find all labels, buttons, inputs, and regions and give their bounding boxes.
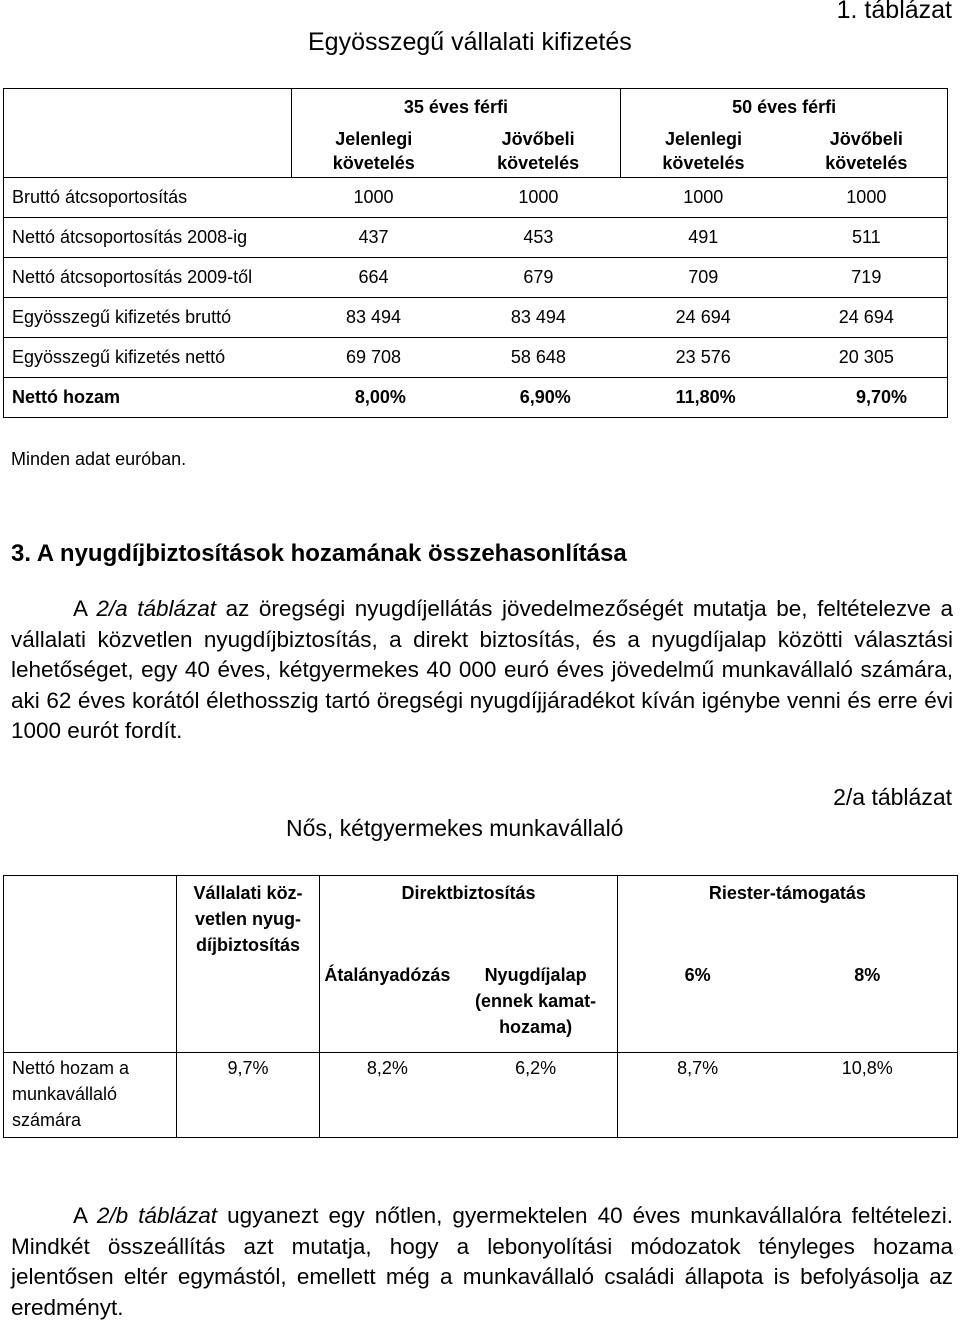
cell: 83 494: [456, 298, 621, 338]
cell: 664: [291, 258, 456, 298]
row-label: Nettó átcsoportosítás 2009-től: [4, 258, 292, 298]
table-row: [4, 258, 948, 298]
table-reference: 2/b táblázat: [96, 1203, 217, 1228]
cell: 8,2%: [320, 1053, 455, 1138]
table-row: [4, 1053, 958, 1138]
cell: 23 576: [621, 338, 786, 378]
cell: 8,00%: [291, 378, 456, 418]
cell: 10,8%: [778, 1053, 958, 1138]
cell: 709: [621, 258, 786, 298]
col-header-riester: Riester-támogatás: [617, 876, 957, 963]
cell: 69 708: [291, 338, 456, 378]
group-header-50: 50 éves férfi: [621, 89, 948, 126]
sub-header-6: 6%: [617, 962, 777, 1053]
table-row: [4, 298, 948, 338]
sub-header-atalany: Átalányadózás: [320, 962, 455, 1053]
col-header-vallalati: Vállalati köz- vetlen nyug- díjbiztosítás: [176, 876, 320, 1053]
cell: 6,90%: [456, 378, 621, 418]
table-row: [4, 178, 948, 218]
row-label: Nettó hozam: [4, 378, 292, 418]
cell: 11,80%: [621, 378, 786, 418]
table1-note: Minden adat euróban.: [11, 449, 187, 469]
row-label: Nettó átcsoportosítás 2008-ig: [4, 218, 292, 258]
table-row: [4, 378, 948, 418]
table2-corner: [4, 876, 177, 963]
sub-header: Jövőbeli követelés: [497, 129, 580, 173]
cell: 1000: [456, 178, 621, 218]
cell: 58 648: [456, 338, 621, 378]
col-header-direkt: Direktbiztosítás: [320, 876, 617, 963]
cell: 437: [291, 218, 456, 258]
cell: 719: [786, 258, 948, 298]
cell: 24 694: [621, 298, 786, 338]
cell: 679: [456, 258, 621, 298]
table1-label: 1. táblázat: [836, 0, 952, 24]
row-label: Nettó hozam a munkavállaló számára: [4, 1053, 177, 1138]
cell: 1000: [786, 178, 948, 218]
paragraph-2: A 2/b táblázat ugyanezt egy nőtlen, gyermektelen 40 éves munkavállalóra feltételezi. Mindkét összeállítás azt mutatja, hogy a lebonyolítási módozatok tényleges hozama jelentősen eltér egymástól, emellett még a munkavállaló családi állapota is befolyásolja az eredményt.: [11, 1203, 953, 1320]
cell: 20 305: [786, 338, 948, 378]
row-label: Egyösszegű kifizetés nettó: [4, 338, 292, 378]
group-header-35: 35 éves férfi: [291, 89, 621, 126]
cell: 1000: [291, 178, 456, 218]
cell: 24 694: [786, 298, 948, 338]
cell: 1000: [621, 178, 786, 218]
cell: 6,2%: [454, 1053, 617, 1138]
cell: 9,7%: [176, 1053, 320, 1138]
table1: [3, 88, 948, 418]
sub-header: Jelenlegi követelés: [621, 125, 786, 178]
sub-header-nyugdijalap: Nyugdíjalap (ennek kamat- hozama): [475, 965, 597, 1037]
table2-label: 2/a táblázat: [833, 784, 952, 810]
table1-title: Egyösszegű vállalati kifizetés: [308, 28, 632, 56]
cell: 83 494: [291, 298, 456, 338]
cell: 491: [621, 218, 786, 258]
cell: 8,7%: [617, 1053, 777, 1138]
sub-header-empty: [4, 125, 292, 178]
cell: 511: [786, 218, 948, 258]
table1-corner: [4, 89, 292, 126]
cell: 453: [456, 218, 621, 258]
sub-header-empty: [4, 962, 177, 1053]
table-reference: 2/a táblázat: [96, 596, 216, 621]
table2-title: Nős, kétgyermekes munkavállaló: [286, 815, 624, 841]
sub-header-8: 8%: [854, 965, 881, 985]
cell: 9,70%: [786, 378, 948, 418]
table-row: [4, 338, 948, 378]
paragraph-1: A 2/a táblázat az öregségi nyugdíjellátás jövedelmezőségét mutatja be, feltételezve a vállalati közvetlen nyugdíjbiztosítás, a direkt biztosítás, és a nyugdíjalap közötti választási lehetőséget, egy 40 éves, kétgyermekes 40 000 euró éves jövedelmű munkavállaló számára, aki 62 éves korától élethosszig tartó öregségi nyugdíjjáradékot kíván igénybe venni és erre évi 1000 eurót fordít.: [11, 596, 953, 743]
sub-header: Jövőbeli követelés: [825, 129, 908, 173]
sub-header: Jelenlegi követelés: [291, 125, 456, 178]
table-row: [4, 218, 948, 258]
section-heading: 3. A nyugdíjbiztosítások hozamának összehasonlítása: [11, 540, 627, 567]
table2: [3, 875, 958, 1138]
row-label: Bruttó átcsoportosítás: [4, 178, 292, 218]
row-label: Egyösszegű kifizetés bruttó: [4, 298, 292, 338]
